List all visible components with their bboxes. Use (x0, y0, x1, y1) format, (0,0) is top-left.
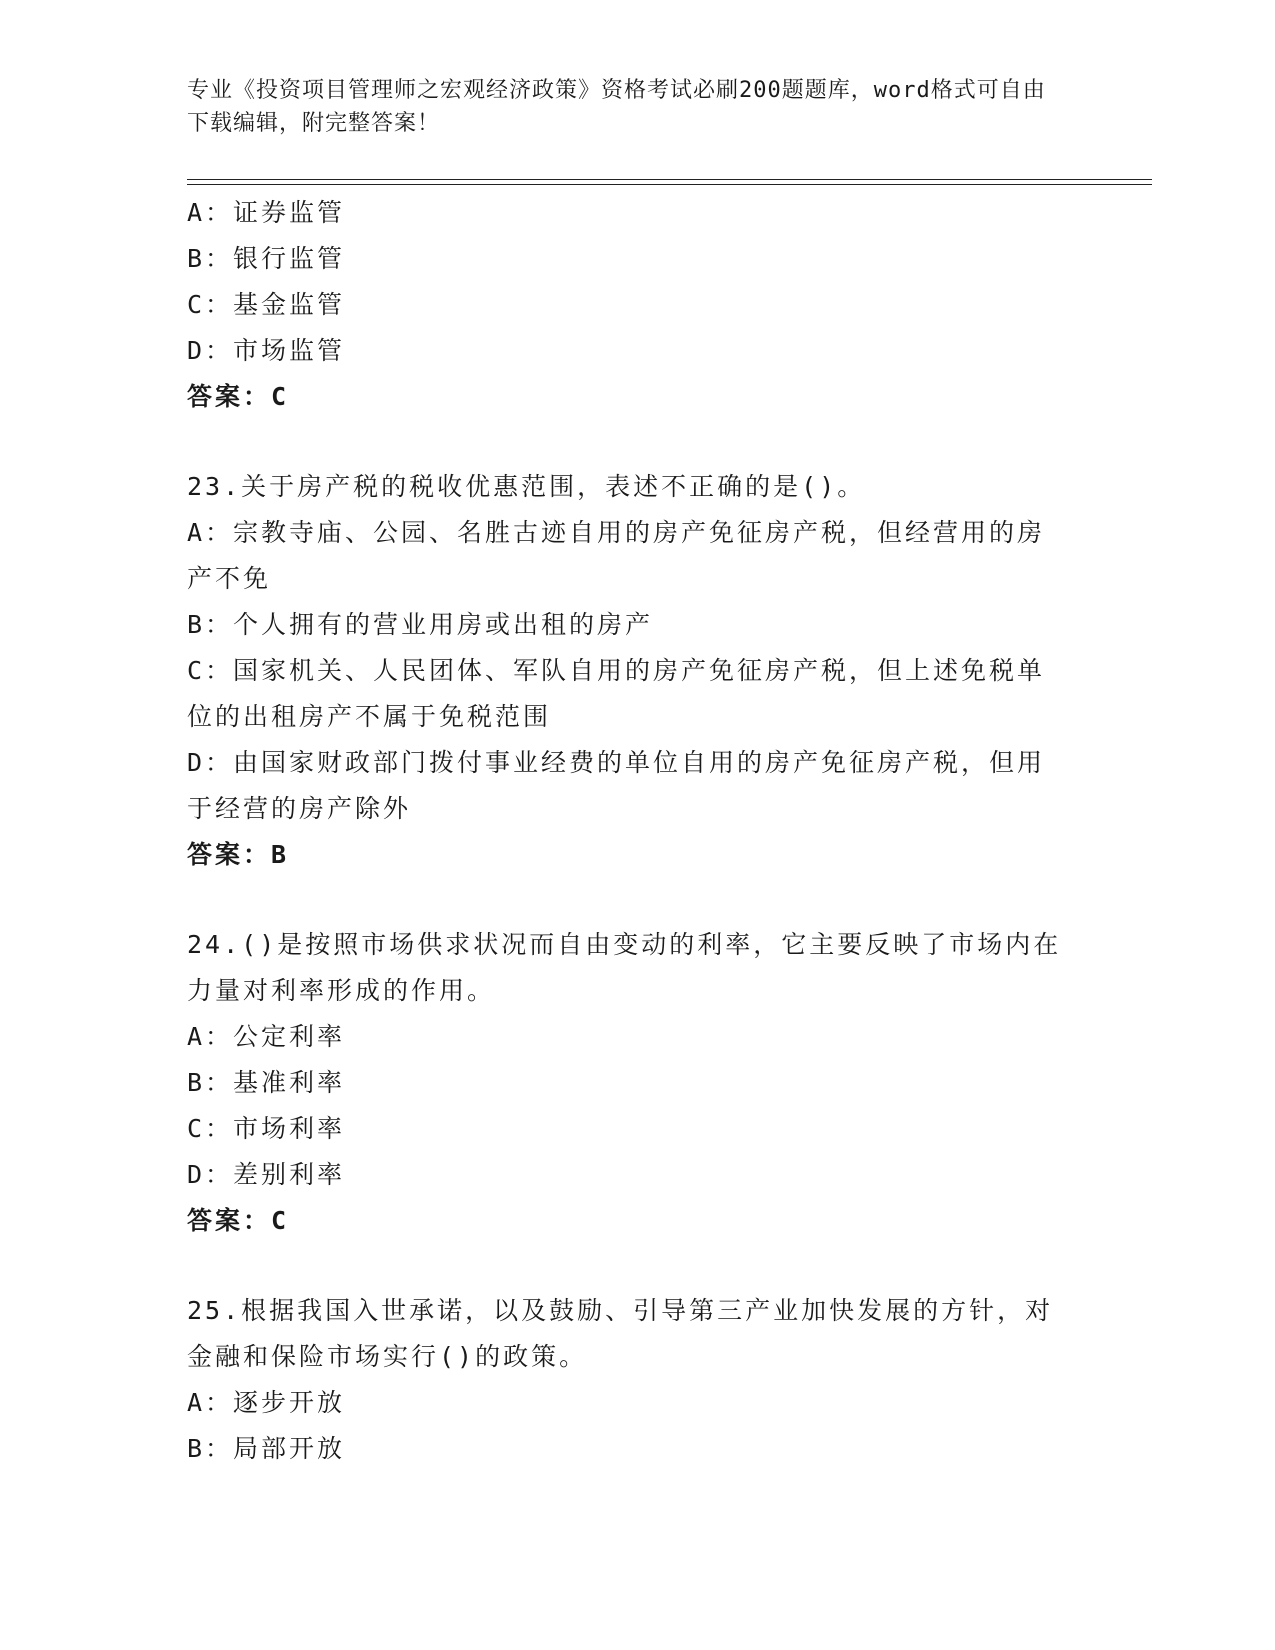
option-c: C：国家机关、人民团体、军队自用的房产免征房产税，但上述免税单位的出租房产不属于免税范围 (187, 656, 1046, 731)
option-b: B：银行监管 (187, 244, 346, 273)
question-24 (187, 922, 1067, 1244)
answer-line: 答案：C (187, 1206, 290, 1235)
option-a: A：公定利率 (187, 1022, 346, 1051)
option-a: A：逐步开放 (187, 1388, 346, 1417)
question-stem: 24.()是按照市场供求状况而自由变动的利率，它主要反映了市场内在力量对利率形成的作用。 (187, 930, 1062, 1005)
question-23 (187, 464, 1067, 878)
option-b: B：基准利率 (187, 1068, 346, 1097)
option-d: D：市场监管 (187, 336, 346, 365)
question-25 (187, 1288, 1067, 1472)
header-rule-top (187, 179, 1152, 180)
spacer (187, 1244, 1067, 1288)
option-b: B：个人拥有的营业用房或出租的房产 (187, 610, 654, 639)
option-a: A：证券监管 (187, 198, 346, 227)
answer-line: 答案：B (187, 840, 290, 869)
spacer (187, 878, 1067, 922)
question-stem: 25.根据我国入世承诺，以及鼓励、引导第三产业加快发展的方针，对金融和保险市场实行()的政策。 (187, 1296, 1054, 1371)
header-rule-bottom (187, 184, 1152, 185)
question-list (187, 190, 1067, 1472)
option-c: C：市场利率 (187, 1114, 346, 1143)
question-stem: 23.关于房产税的税收优惠范围，表述不正确的是()。 (187, 472, 866, 501)
spacer (187, 420, 1067, 464)
option-b: B：局部开放 (187, 1434, 346, 1463)
option-d: D：差别利率 (187, 1160, 346, 1189)
question-22-tail (187, 190, 1067, 420)
option-c: C：基金监管 (187, 290, 346, 319)
answer-line: 答案：C (187, 382, 290, 411)
option-a: A：宗教寺庙、公园、名胜古迹自用的房产免征房产税，但经营用的房产不免 (187, 518, 1046, 593)
document-header: 专业《投资项目管理师之宏观经济政策》资格考试必刷200题题库，word格式可自由下载编辑，附完整答案！ (187, 78, 1046, 136)
option-d: D：由国家财政部门拨付事业经费的单位自用的房产免征房产税，但用于经营的房产除外 (187, 748, 1046, 823)
